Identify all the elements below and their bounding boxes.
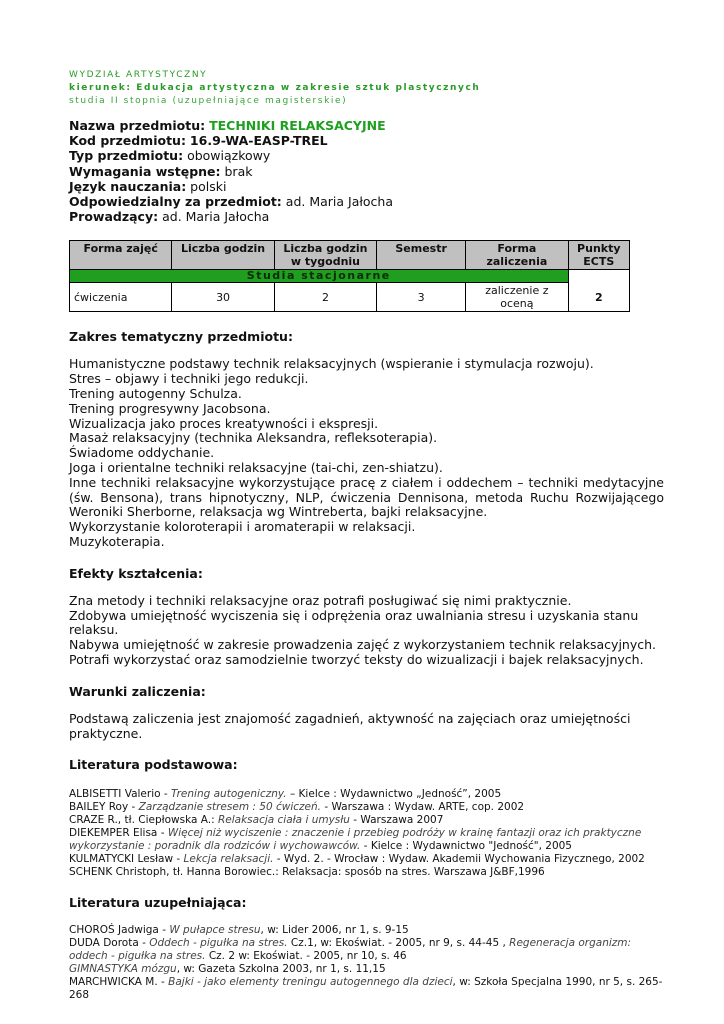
conditions-line: Podstawą zaliczenia jest znajomość zagadnień, aktywność na zajęciach oraz umiejętności praktyczne. — [69, 710, 631, 741]
faculty-header — [69, 69, 664, 108]
requirements-label: Wymagania wstępne: — [69, 163, 221, 179]
course-type-value: obowiązkowy — [187, 148, 271, 164]
table-header-cell: Punkty ECTS — [568, 241, 629, 270]
topic-line: Trening autogenny Schulza. — [69, 386, 242, 402]
table-header-cell: Forma zaliczenia — [466, 241, 568, 270]
table-band-row — [70, 270, 630, 283]
table-cell: zaliczenie z oceną — [466, 283, 568, 312]
course-code-row — [69, 133, 664, 148]
outcomes-text — [69, 594, 664, 668]
literature-item: CHOROŚ Jadwiga - W pułapce stresu, w: Lider 2006, nr 1, s. 9-15 — [69, 924, 409, 937]
course-name-value: TECHNIKI RELAKSACYJNE — [209, 118, 386, 133]
outcomes-section — [69, 566, 664, 668]
responsible-label: Odpowiedzialny za przedmiot: — [69, 194, 282, 210]
basic-literature-list — [69, 788, 664, 879]
conditions-text — [69, 712, 664, 742]
requirements-row — [69, 164, 664, 179]
table-cell: ćwiczenia — [70, 283, 172, 312]
course-code-value: 16.9-WA-EASP-TREL — [189, 133, 328, 149]
course-info — [69, 118, 664, 224]
table-header-cell: Semestr — [377, 241, 466, 270]
responsible-value: ad. Maria Jałocha — [285, 194, 394, 210]
basic-literature-heading: Literatura podstawowa: — [69, 757, 238, 773]
supplementary-literature-section — [69, 895, 664, 1002]
table-row — [70, 283, 630, 312]
topic-line: Humanistyczne podstawy technik relaksacyjnych (wspieranie i stymulacja rozwoju). — [69, 356, 594, 372]
course-type-row — [69, 148, 664, 163]
program-name: kierunek: Edukacja artystyczna w zakresie sztuk plastycznych — [69, 83, 481, 93]
topic-line: Wykorzystanie koloroterapii i aromaterapii w relaksacji. — [69, 519, 416, 535]
topics-text — [69, 357, 664, 549]
outcome-line: Zna metody i techniki relaksacyjne oraz potrafi posługiwać się nimi praktycznie. — [69, 592, 572, 608]
table-cell: 3 — [377, 283, 466, 312]
topic-line: Świadome oddychanie. — [69, 445, 215, 461]
instructor-row — [69, 209, 664, 224]
language-row — [69, 179, 664, 194]
course-name-row — [69, 118, 664, 133]
topics-heading: Zakres tematyczny przedmiotu: — [69, 329, 293, 345]
supplementary-literature-list — [69, 924, 664, 1002]
literature-item: ALBISETTI Valerio - Trening autogeniczny. – Kielce : Wydawnictwo „Jedność”, 2005 — [69, 788, 502, 801]
instructor-value: ad. Maria Jałocha — [162, 209, 270, 225]
outcomes-heading: Efekty kształcenia: — [69, 565, 203, 581]
literature-item: BAILEY Roy - Zarządzanie stresem : 50 ćwiczeń. - Warszawa : Wydaw. ARTE, cop. 2002 — [69, 801, 525, 814]
language-value: polski — [190, 178, 227, 194]
literature-item: DIEKEMPER Elisa - Więcej niż wyciszenie : znaczenie i przebieg podróży w krainę fantazji oraz ich praktyczne wykorzystanie : poradnik dla rodziców i wychowawców. - Kielce : Wydawnictwo "Jedność", 2005 — [69, 827, 642, 853]
table-header-cell: Liczba godzin w tygodniu — [274, 241, 376, 270]
literature-item: SCHENK Christoph, tł. Hanna Borowiec.: Relaksacja: sposób na stres. Warszawa J&BF,1996 — [69, 866, 545, 879]
course-name-label: Nazwa przedmiotu: — [69, 118, 206, 133]
course-type-label: Typ przedmiotu: — [69, 148, 184, 164]
table-header-cell: Liczba godzin — [172, 241, 274, 270]
outcome-line: Zdobywa umiejętność wyciszenia się i odprężenia oraz uwalniania stresu i uzyskania stanu relaksu. — [69, 607, 639, 638]
table-header-row — [70, 241, 630, 270]
basic-literature-section — [69, 757, 664, 879]
instructor-label: Prowadzący: — [69, 209, 159, 225]
literature-item: MARCHWICKA M. - Bajki - jako elementy treningu autogennego dla dzieci, w: Szkoła Specjalna 1990, nr 5, s. 265-268 — [69, 976, 663, 1002]
topics-section — [69, 329, 664, 549]
course-code-label: Kod przedmiotu: — [69, 133, 186, 149]
topic-line: Inne techniki relaksacyjne wykorzystujące pracę z ciałem i oddechem – techniki medytacyjne (św. Bensona), trans hipnotyczny, NLP, ćwiczenia Dennisona, metoda Ruchu Rozwijającego Weroniki Sherborne, relaksacja wg Wintreberta, bajki relaksacyjne. — [69, 474, 664, 520]
table-header-cell: Forma zajęć — [70, 241, 172, 270]
requirements-value: brak — [224, 163, 253, 179]
language-label: Język nauczania: — [69, 178, 187, 194]
literature-item: KULMATYCKI Lesław - Lekcja relaksacji. - Wyd. 2. - Wrocław : Wydaw. Akademii Wychowania Fizycznego, 2002 — [69, 853, 645, 866]
topic-line: Masaż relaksacyjny (technika Aleksandra, refleksoterapia). — [69, 430, 438, 446]
outcome-line: Nabywa umiejętność w zakresie prowadzenia zajęć z wykorzystaniem technik relaksacyjnych. — [69, 637, 657, 653]
topic-line: Joga i orientalne techniki relaksacyjne (tai-chi, zen-shiatzu). — [69, 460, 443, 475]
literature-item: GIMNASTYKA mózgu, w: Gazeta Szkolna 2003, nr 1, s. 11,15 — [69, 963, 386, 976]
topic-line: Trening progresywny Jacobsona. — [69, 400, 271, 416]
supplementary-literature-heading: Literatura uzupełniająca: — [69, 895, 247, 911]
study-level: studia II stopnia (uzupełniające magisterskie) — [69, 96, 348, 106]
topic-line: Stres – objawy i techniki jego redukcji. — [69, 371, 309, 387]
outcome-line: Potrafi wykorzystać oraz samodzielnie tworzyć teksty do wizualizacji i bajek relaksacyjnych. — [69, 651, 644, 667]
conditions-heading: Warunki zaliczenia: — [69, 683, 206, 699]
topic-line: Wizualizacja jako proces kreatywności i ekspresji. — [69, 415, 379, 431]
table-cell: 2 — [274, 283, 376, 312]
table-empty-cell — [568, 270, 629, 283]
study-mode-band: Studia stacjonarne — [70, 270, 569, 283]
course-table — [69, 240, 630, 312]
literature-item: CRAZE R., tł. Ciepłowska A.: Relaksacja ciała i umysłu - Warszawa 2007 — [69, 814, 444, 827]
topic-line: Muzykoterapia. — [69, 533, 165, 549]
table-cell: 2 — [568, 283, 629, 312]
conditions-section — [69, 684, 664, 742]
responsible-row — [69, 194, 664, 209]
table-cell: 30 — [172, 283, 274, 312]
literature-item: DUDA Dorota - Oddech - pigułka na stres. Cz.1, w: Ekoświat. - 2005, nr 9, s. 44-45 , Regeneracja organizm: oddech - pigułka na stres. Cz. 2 w: Ekoświat. - 2005, nr 10, s. 46 — [69, 937, 632, 963]
faculty-name: WYDZIAŁ ARTYSTYCZNY — [69, 70, 208, 80]
